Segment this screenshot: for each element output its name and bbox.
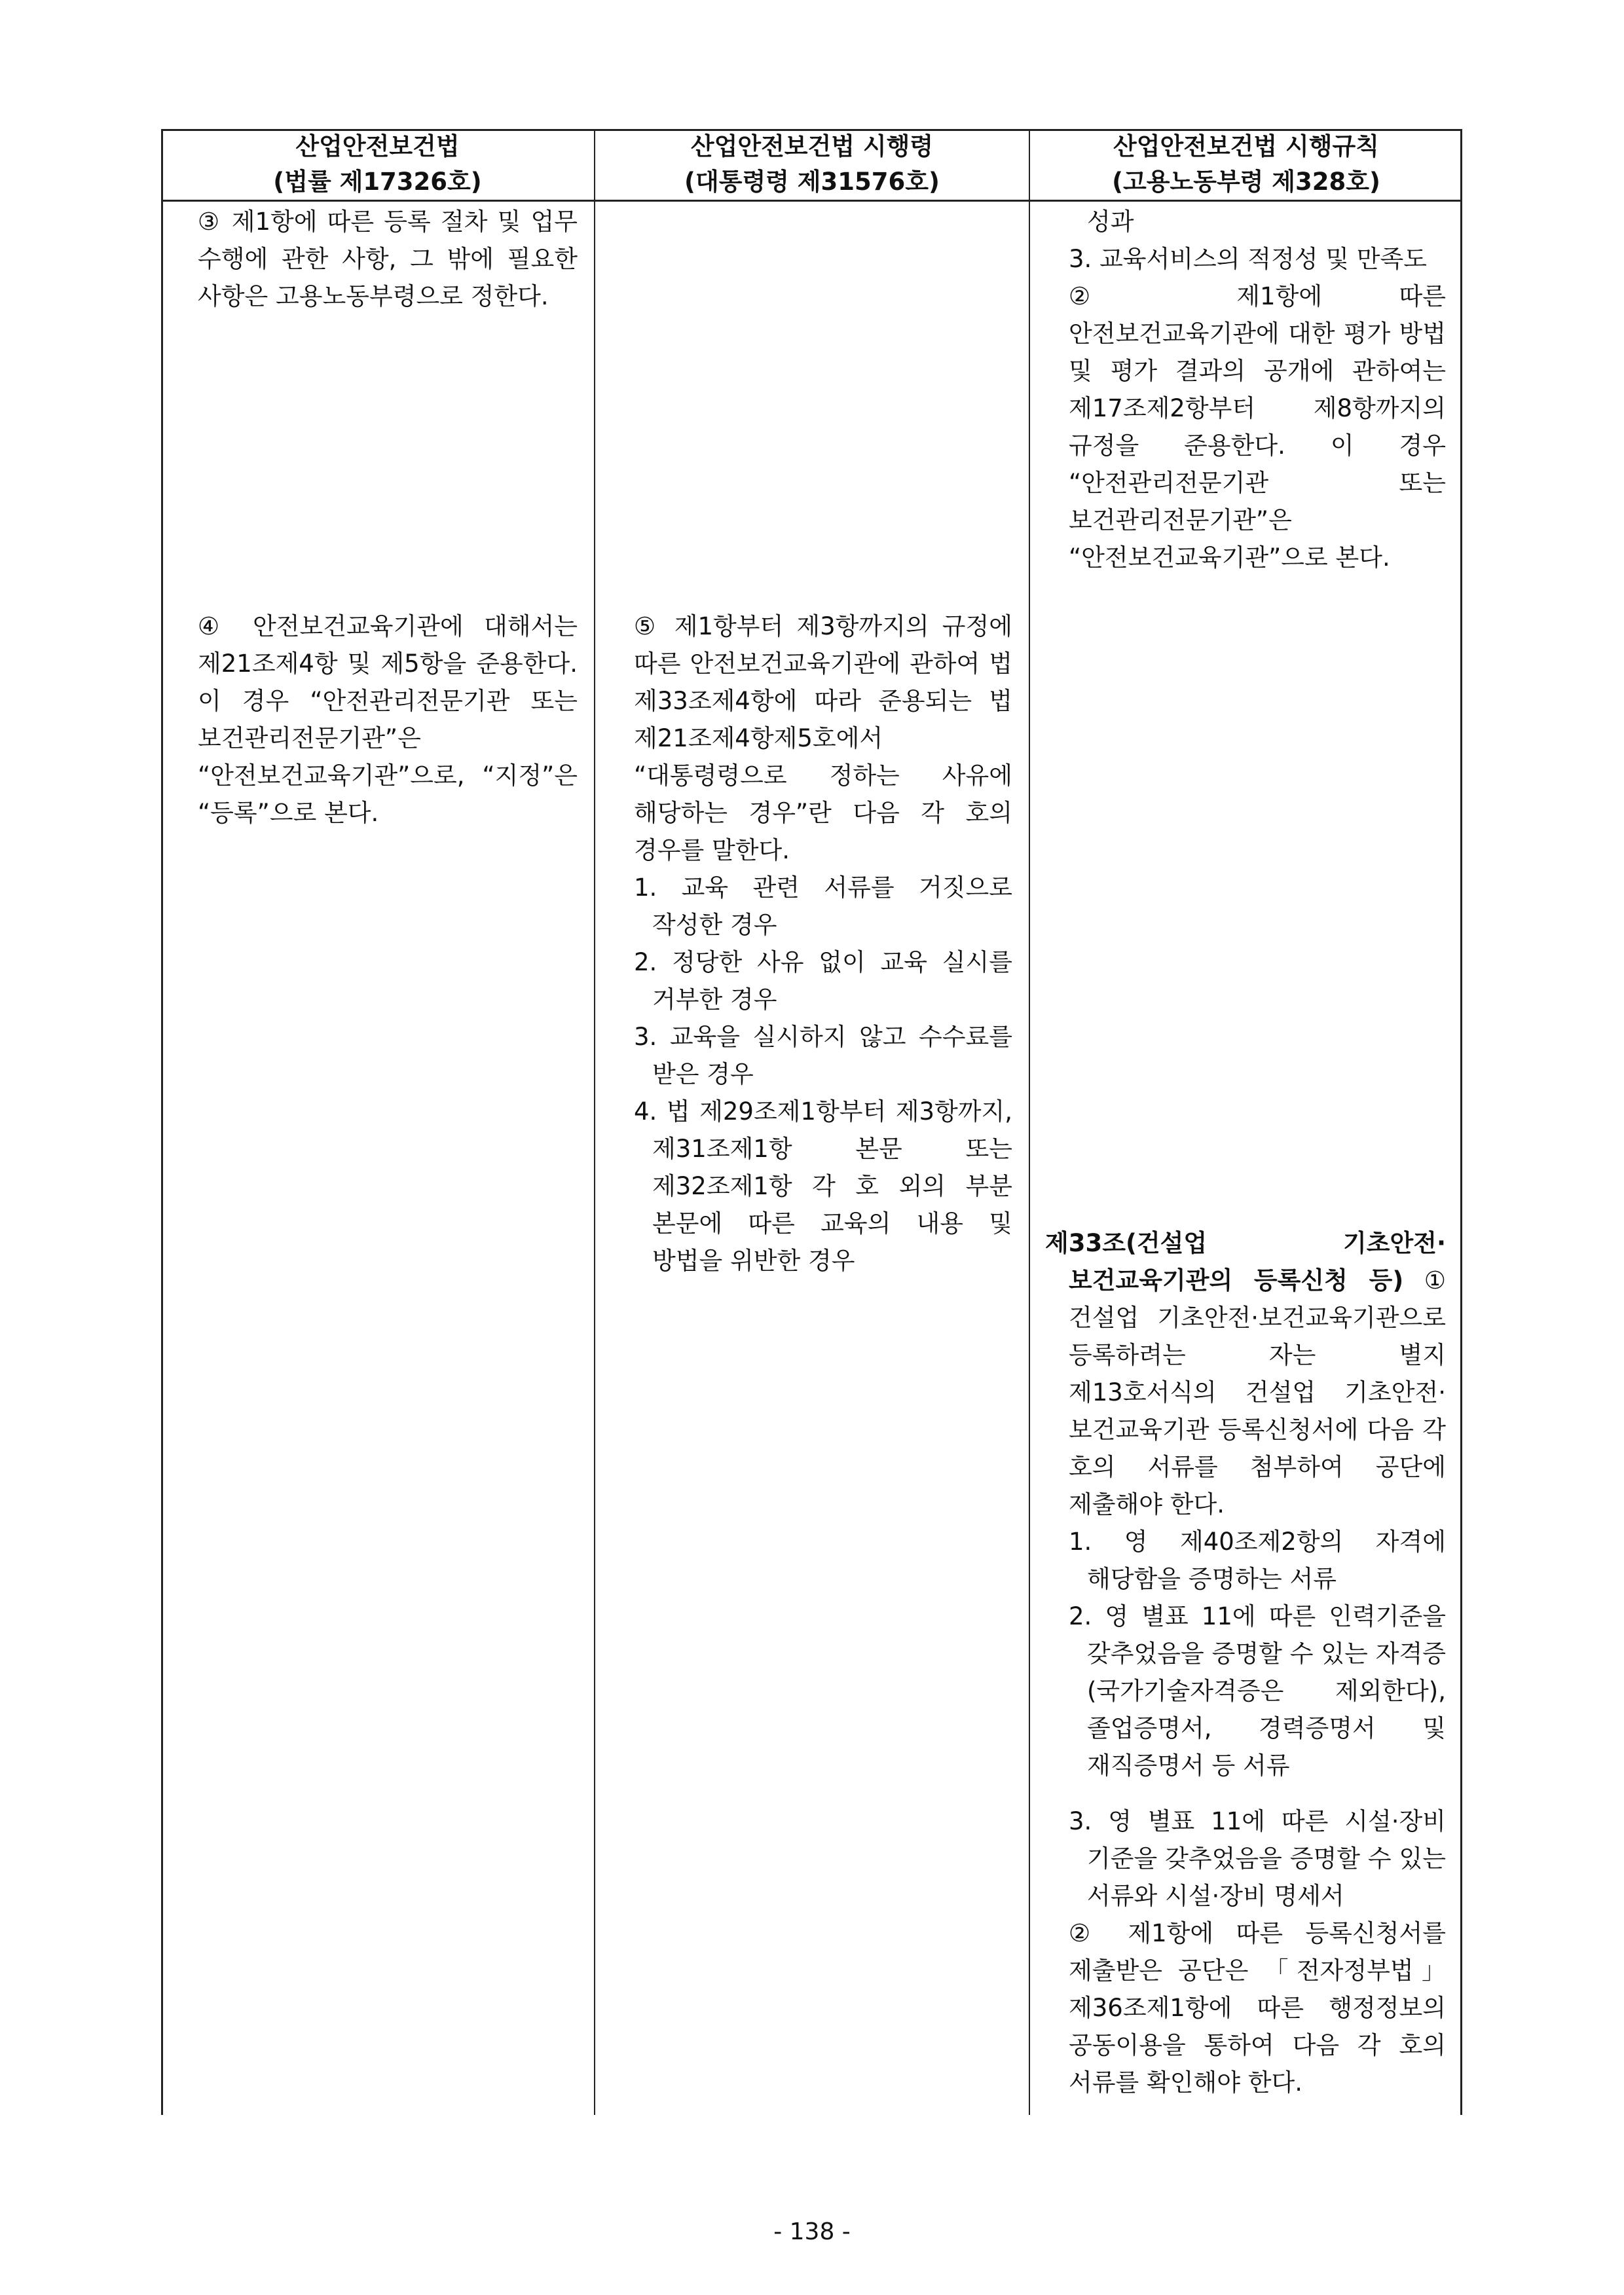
page-number: - 138 - [773,2218,851,2245]
rule-continued [1069,203,1446,576]
law-paragraph-4 [198,608,578,832]
header-rule [161,200,1462,202]
rule-article-33-item: 2. 영 별표 11에 따른 인력기준을 갖추었음을 증명할 수 있는 자격증(국가기술자격증은 제외한다), 졸업증명서, 경력증명서 및 재직증명서 등 서류 [1069,1602,1446,1780]
header-rule-col [1030,129,1462,200]
rule-article-33-item: 1. 영 제40조제2항의 자격에 해당함을 증명하는 서류 [1069,1528,1446,1593]
header-rule-number: (고용노동부령 제328호) [1112,168,1380,196]
column-divider [1029,129,1030,2115]
law-paragraph-4-text: ④ 안전보건교육기관에 대해서는 제21조제4항 및 제5항을 준용한다. 이 경우 “안전관리전문기관 또는 보건관리전문기관”은 “안전보건교육기관”으로, “지정”은 “등록”으로 본다. [198,612,578,827]
header-decree-number: (대통령령 제31576호) [684,168,940,196]
rule-item-3: 3. 교육서비스의 적정성 및 만족도 [1069,245,1427,273]
rule-article-33-body [1045,1523,1446,2101]
header-law [161,129,594,200]
decree-item: 3. 교육을 실시하지 않고 수수료를 받은 경우 [634,1023,1012,1088]
decree-paragraph-5-text: ⑤ 제1항부터 제3항까지의 규정에 따른 안전보건교육기관에 관하여 법 제33조제4항에 따라 준용되는 법 제21조제4항제5호에서 “대통령령으로 정하는 사유에 해당하는 경우”란 다음 각 호의 경우를 말한다. [634,612,1012,864]
article-33-heading: 제33조(건설업 기초안전·보건교육기관의 등록신청 등) [1045,1229,1446,1294]
decree-item: 2. 정당한 사유 없이 교육 실시를 거부한 경우 [634,948,1012,1014]
decree-item: 4. 법 제29조제1항부터 제3항까지, 제31조제1항 본문 또는 제32조제1항 각 호 외의 부분 본문에 따른 교육의 내용 및 방법을 위반한 경우 [634,1097,1012,1275]
law-paragraph-3 [198,203,578,315]
rule-item-2-tail: 성과 [1087,208,1134,236]
law-paragraph-3-text: ③ 제1항에 따른 등록 절차 및 업무 수행에 관한 사항, 그 밖에 필요한 사항은 고용노동부령으로 정한다. [198,208,578,310]
header-decree-title: 산업안전보건법 시행령 [690,132,934,160]
rule-article-33-item: 3. 영 별표 11에 따른 시설·장비 기준을 갖추었음을 증명할 수 있는 서류와 시설·장비 명세서 [1069,1807,1446,1910]
header-rule-title: 산업안전보건법 시행규칙 [1113,132,1380,160]
decree-paragraph-5 [634,608,1012,1279]
rule-article-33-paragraph-1 [1045,1224,1446,1523]
rule-article-33-paragraph-2: ② 제1항에 따른 등록신청서를 제출받은 공단은 「전자정부법」 제36조제1항에 따른 행정정보의 공동이용을 통하여 다음 각 호의 서류를 확인해야 한다. [1069,1919,1446,2097]
rule-paragraph-2: ② 제1항에 따른 안전보건교육기관에 대한 평가 방법 및 평가 결과의 공개에 관하여는 제17조제2항부터 제8항까지의 규정을 준용한다. 이 경우 “안전관리전문기관 또는 보건관리전문기관”은 “안전보건교육기관”으로 본다. [1069,282,1446,572]
rule-article-33 [1045,1224,1446,2101]
decree-item: 1. 교육 관련 서류를 거짓으로 작성한 경우 [634,873,1012,939]
article-33-para1-text: ① 건설업 기초안전·보건교육기관으로 등록하려는 자는 별지 제13호서식의 건설업 기초안전·보건교육기관 등록신청서에 다음 각 호의 서류를 첨부하여 공단에 제출해야 한다. [1069,1266,1446,1518]
header-law-title: 산업안전보건법 [295,132,460,160]
column-divider [594,129,595,2115]
header-decree [595,129,1029,200]
header-law-number: (법률 제17326호) [273,168,482,196]
